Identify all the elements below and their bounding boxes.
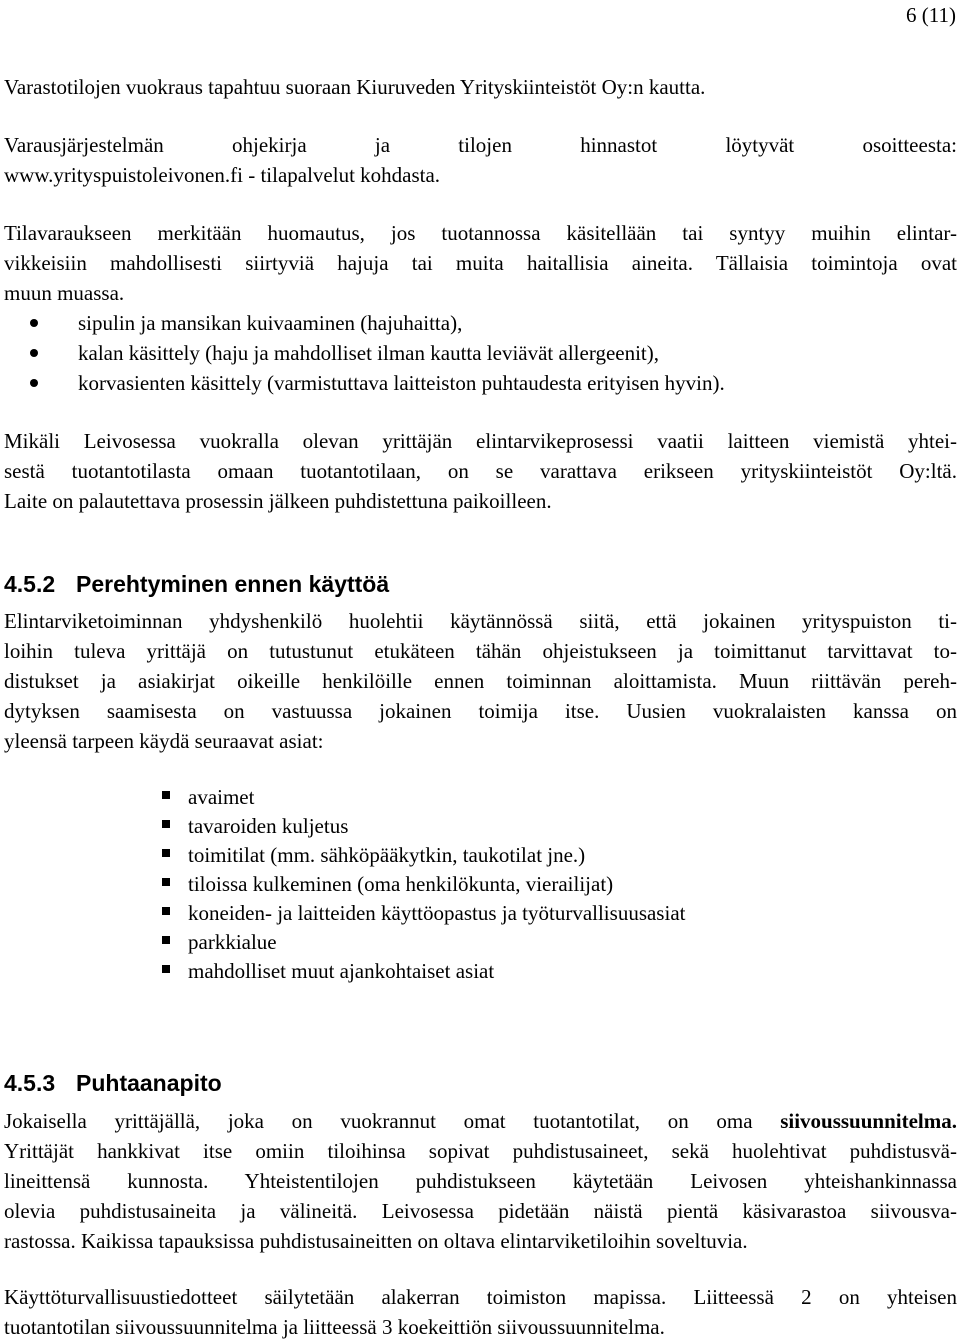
paragraph-booking-system: [4, 130, 957, 190]
list-item: [4, 308, 954, 338]
paragraph-line: Yrittäjät hankkivat itse omiin tiloihinsa sopivat puhdistusaineet, sekä huolehtivat puhdistusvä-: [4, 1139, 957, 1163]
paragraph-line: www.yrityspuistoleivonen.fi - tilapalvelut kohdasta.: [4, 163, 441, 187]
section-heading-452: [4, 569, 389, 599]
section-number: 4.5.2: [4, 571, 56, 597]
bullet-dot-icon: [30, 319, 38, 327]
square-bullet-icon: [162, 820, 170, 828]
paragraph-line: Mikäli Leivosessa vuokralla olevan yrittäjän elintarvikeprosessi vaatii laitteen viemistä yhtei-: [4, 429, 957, 453]
bullet-dot-icon: [30, 379, 38, 387]
list-item-text: mahdolliset muut ajankohtaiset asiat: [188, 959, 495, 983]
list-item-text: toimitilat (mm. sähköpääkytkin, taukotilat jne.): [188, 843, 586, 867]
paragraph-line: Varausjärjestelmän ohjekirja ja tilojen hinnastot löytyvät osoitteesta:: [4, 133, 957, 157]
paragraph-orientation: [4, 606, 957, 756]
paragraph-line: yleensä tarpeen käydä seuraavat asiat:: [4, 729, 324, 753]
list-item-text: avaimet: [188, 785, 255, 809]
paragraph-line: [4, 1106, 957, 1136]
paragraph-line: distukset ja asiakirjat oikeille henkilöille ennen toiminnan aloittamista. Muun riittävän pereh-: [4, 669, 957, 693]
paragraph-line: olevia puhdistusaineita ja välineitä. Leivosessa pidetään näistä pientä käsivarastoa siivousva-: [4, 1199, 957, 1223]
list-item: [4, 338, 954, 368]
square-bullet-icon: [162, 849, 170, 857]
paragraph-line: muun muassa.: [4, 281, 125, 305]
paragraph-line: lineittensä kunnosta. Yhteistentilojen puhdistukseen käytetään Leivosen yhteishankinnassa: [4, 1169, 957, 1193]
paragraph-safety-data: [4, 1282, 957, 1342]
list-item-text: parkkialue: [188, 930, 277, 954]
paragraph-rental: Varastotilojen vuokraus tapahtuu suoraan Kiuruveden Yrityskiinteistöt Oy:n kautta.: [4, 75, 706, 99]
cleaning-plan-term: siivoussuunnitelma.: [780, 1109, 957, 1133]
square-bullet-icon: [162, 907, 170, 915]
paragraph-line: Käyttöturvallisuustiedotteet säilytetään alakerran toimiston mapissa. Liitteessä 2 on yhteisen: [4, 1285, 957, 1309]
bullet-dot-icon: [30, 349, 38, 357]
paragraph-line: rastossa. Kaikissa tapauksissa puhdistusaineitten on oltava elintarviketiloihin soveltuvia.: [4, 1229, 748, 1253]
paragraph-line: dytyksen saamisesta on vastuussa jokainen toimija itse. Uusien vuokralaisten kanssa on: [4, 699, 957, 723]
list-item-text: tavaroiden kuljetus: [188, 814, 349, 838]
section-heading-453: [4, 1068, 222, 1098]
paragraph-line: sestä tuotantotilasta omaan tuotantotilaan, on se varattava erikseen yrityskiinteistöt Oy:ltä.: [4, 459, 957, 483]
section-title: Puhtaanapito: [76, 1070, 222, 1096]
square-bullet-icon: [162, 791, 170, 799]
paragraph-equipment-transfer: [4, 426, 957, 516]
list-item-text: tiloissa kulkeminen (oma henkilökunta, vierailijat): [188, 872, 614, 896]
page-number: 6 (11): [906, 3, 956, 27]
list-item-text: korvasienten käsittely (varmistuttava laitteiston puhtaudesta erityisen hyvin).: [78, 371, 725, 395]
paragraph-reservation-note: [4, 218, 957, 308]
list-item-text: sipulin ja mansikan kuivaaminen (hajuhaitta),: [78, 311, 463, 335]
paragraph-line: Laite on palautettava prosessin jälkeen puhdistettuna paikoilleen.: [4, 489, 552, 513]
paragraph-line: Elintarviketoiminnan yhdyshenkilö huolehtii käytännössä siitä, että jokainen yrityspuiston ti-: [4, 609, 957, 633]
paragraph-line: loihin tuleva yrittäjä on tutustunut etukäteen tähän ohjeistukseen ja toimittanut tarvittavat to-: [4, 639, 957, 663]
section-number: 4.5.3: [4, 1070, 56, 1096]
paragraph-text: Jokaisella yrittäjällä, joka on vuokrannut omat tuotantotilat, on oma: [4, 1109, 753, 1133]
paragraph-line: vikkeisiin mahdollisesti siirtyviä hajuja tai muita haitallisia aineita. Tällaisia toimintoja ovat: [4, 251, 957, 275]
paragraph-cleaning: [4, 1106, 957, 1256]
list-item: [4, 368, 954, 398]
paragraph-line: tuotantotilan siivoussuunnitelma ja liitteessä 3 koekeittiön siivoussuunnitelma.: [4, 1315, 665, 1339]
list-item-text: koneiden- ja laitteiden käyttöopastus ja työturvallisuusasiat: [188, 901, 686, 925]
list-item-text: kalan käsittely (haju ja mahdolliset ilman kautta leviävät allergeenit),: [78, 341, 659, 365]
paragraph-line: Tilavaraukseen merkitään huomautus, jos tuotannossa käsitellään tai syntyy muihin elintar-: [4, 221, 957, 245]
square-bullet-icon: [162, 965, 170, 973]
section-title: Perehtyminen ennen käyttöä: [76, 571, 390, 597]
square-bullet-icon: [162, 936, 170, 944]
square-bullet-icon: [162, 878, 170, 886]
